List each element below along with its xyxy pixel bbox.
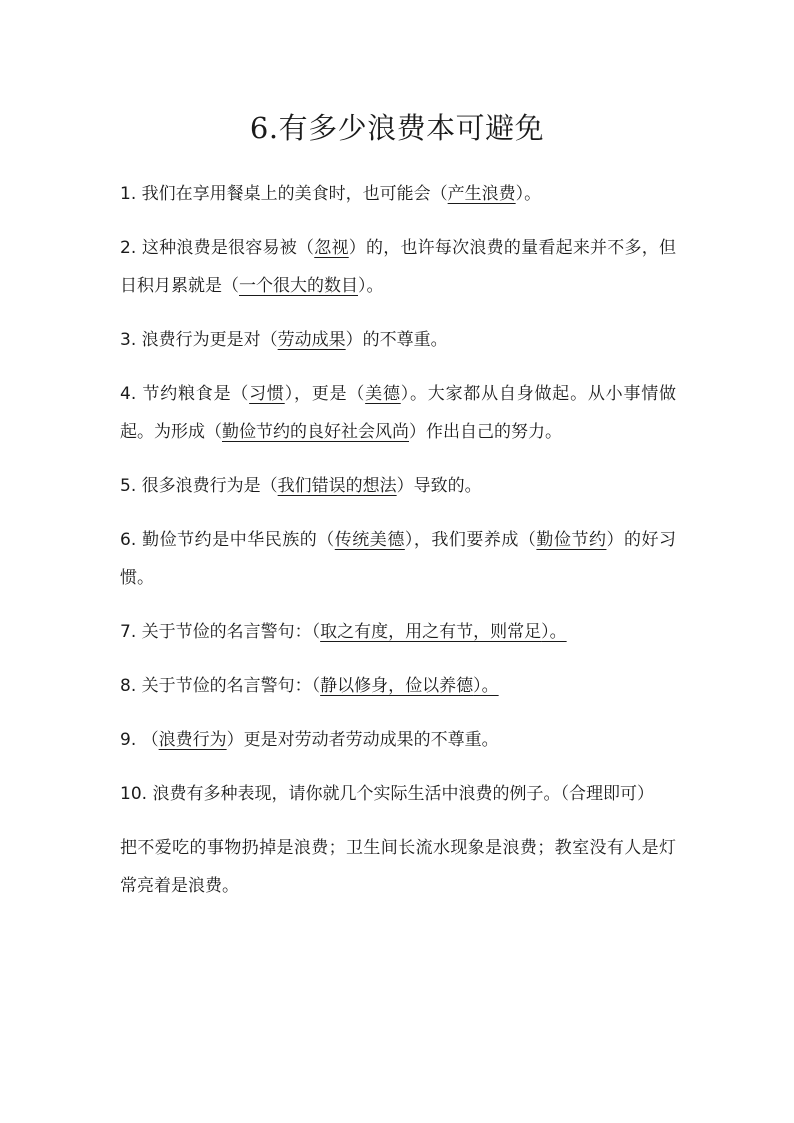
question-text: ），我们要养成（ <box>404 530 537 550</box>
question-text: ）。大家都从自身做起。从小事情做起。为形成（ <box>120 384 677 442</box>
answer-text: 产生浪费 <box>447 184 516 204</box>
answer-text: 忽视 <box>314 238 349 258</box>
page-title: 6.有多少浪费本可避免 <box>249 111 545 145</box>
answer-text: 浪费行为 <box>158 730 227 750</box>
question-item-9 <box>120 721 676 759</box>
question-text: 浪费有多种表现，请你就几个实际生活中浪费的例子。（合理即可） <box>147 784 654 804</box>
question-text: ）更是对劳动者劳动成果的不尊重。 <box>226 730 499 750</box>
question-text: 我们在享用餐桌上的美食时，也可能会（ <box>136 184 448 204</box>
question-item-2 <box>120 229 676 305</box>
question-text: ）。 <box>515 184 542 204</box>
question-list <box>120 175 676 921</box>
question-number: 6. <box>120 530 137 550</box>
answer-text: 静以修身，俭以养德 <box>320 676 474 696</box>
question-text: 这种浪费是很容易被（ <box>136 238 315 258</box>
answer-text: 我们错误的想法 <box>277 476 397 496</box>
question-text: ）。 <box>358 276 384 296</box>
question-text: （ <box>136 730 159 750</box>
question-number: 4. <box>120 384 137 404</box>
question-text: 关于节俭的名言警句：（ <box>136 622 321 642</box>
question-text: 很多浪费行为是（ <box>136 476 278 496</box>
question-text: ）导致的。 <box>396 476 482 496</box>
question-text: ）。 <box>541 622 567 642</box>
question-text: ）的好习惯。 <box>120 530 677 588</box>
question-item-6 <box>120 521 676 597</box>
question-item-8 <box>120 667 676 705</box>
question-text: ）的，也许每次浪费的量看起来并不多，但日积月累就是（ <box>120 238 677 296</box>
answer-text: 一个很大的数目 <box>239 276 358 296</box>
answer-paragraph: 把不爱吃的事物扔掉是浪费；卫生间长流水现象是浪费；教室没有人是灯常亮着是浪费。 <box>120 838 676 896</box>
question-text: 关于节俭的名言警句：（ <box>136 676 321 696</box>
question-item-1 <box>120 175 676 213</box>
question-number: 10. <box>120 784 148 804</box>
question-item-10 <box>120 775 676 813</box>
question-number: 2. <box>120 238 137 258</box>
question-text: 节约粮食是（ <box>136 384 250 404</box>
question-text: ）作出自己的努力。 <box>409 422 562 442</box>
question-text: 勤俭节约是中华民族的（ <box>136 530 335 550</box>
question-number: 3. <box>120 330 137 350</box>
question-text: ），更是（ <box>284 384 366 404</box>
answer-text: 美德 <box>365 384 401 404</box>
answer-text: 习惯 <box>249 384 285 404</box>
question-number: 7. <box>120 622 137 642</box>
question-item-4 <box>120 375 676 451</box>
question-text: 浪费行为更是对（ <box>136 330 278 350</box>
question-number: 1. <box>120 184 137 204</box>
question-item-3 <box>120 321 676 359</box>
question-item-7 <box>120 613 676 651</box>
answer-text: 勤俭节约的良好社会风尚 <box>222 422 409 442</box>
question-item-5 <box>120 467 676 505</box>
question-number: 8. <box>120 676 137 696</box>
question-text: ）。 <box>473 676 499 696</box>
answer-text: 勤俭节约 <box>536 530 607 550</box>
answer-text: 取之有度，用之有节，则常足 <box>320 622 542 642</box>
question-number: 5. <box>120 476 137 496</box>
question-text: ）的不尊重。 <box>345 330 448 350</box>
answer-text: 劳动成果 <box>277 330 346 350</box>
answer-text: 传统美德 <box>334 530 405 550</box>
question-number: 9. <box>120 730 137 750</box>
